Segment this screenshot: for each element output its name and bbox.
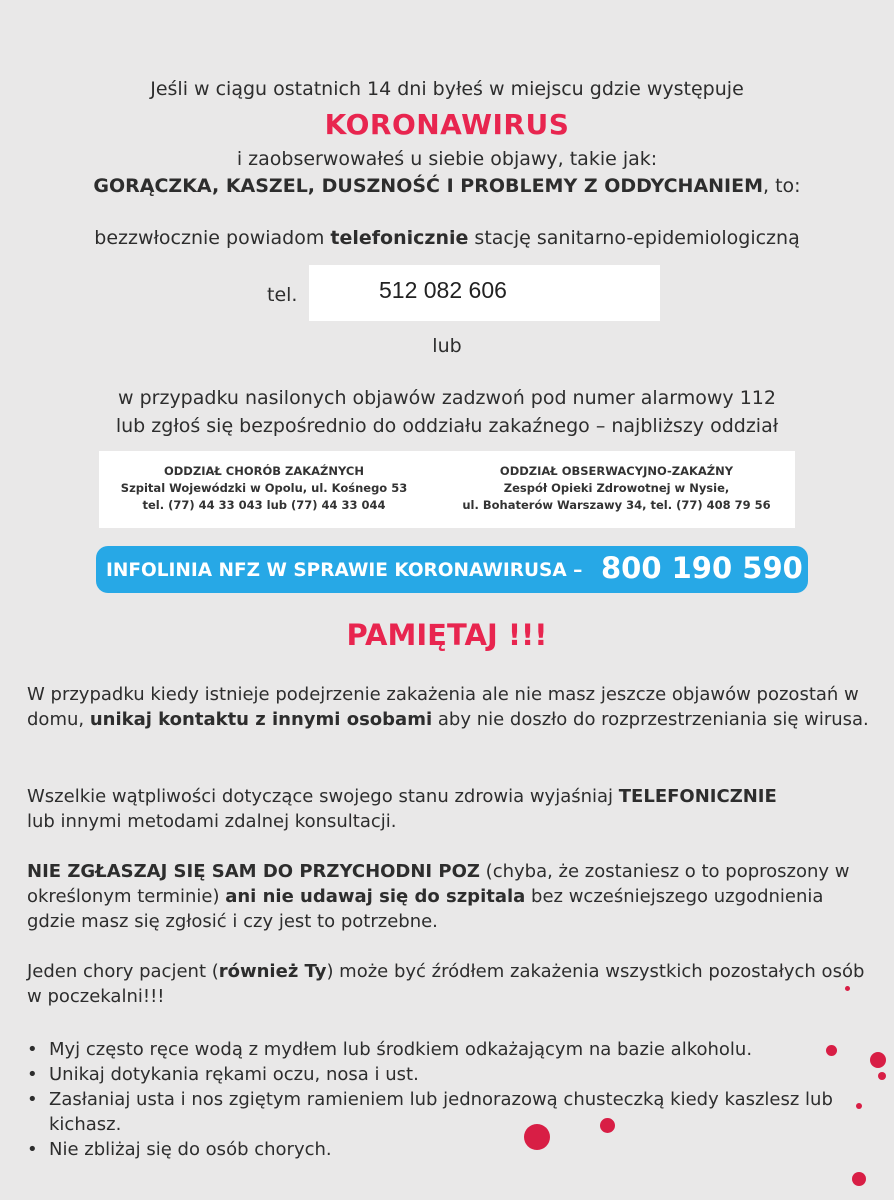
phone-box <box>309 265 660 321</box>
ward-name: ODDZIAŁ CHORÓB ZAKAŹNYCH <box>163 464 364 478</box>
paragraph-text: Jeden chory pacjent ( <box>27 961 219 982</box>
virus-title: KORONAWIRUS <box>324 108 570 141</box>
paragraph-emphasis: ani nie udawaj się do szpitala <box>225 886 526 907</box>
infoline-number[interactable]: 800 190 590 <box>601 551 803 585</box>
red-blot-icon <box>845 986 850 991</box>
paragraph-emphasis: TELEFONICZNIE <box>618 786 777 807</box>
ward-infectious <box>109 463 419 514</box>
ward-place: Szpital Wojewódzki w Opolu, ul. Kośnego 53 <box>120 481 408 495</box>
bullet-icon: • <box>27 1039 38 1060</box>
severe-line-2: lub zgłoś się bezpośrednio do oddziału zakaźnego – najbliższy oddział <box>115 415 779 437</box>
bullet-icon: • <box>27 1064 38 1085</box>
paragraph-phone-consult <box>27 784 877 834</box>
red-blot-icon <box>524 1124 550 1150</box>
red-blot-icon <box>870 1052 886 1068</box>
severe-line-1: w przypadku nasilonych objawów zadzwoń pod numer alarmowy 112 <box>118 387 776 409</box>
notify-after: stację sanitarno-epidemiologiczną <box>468 227 800 249</box>
bullet-icon: • <box>27 1089 38 1110</box>
wards-box <box>99 451 795 528</box>
paragraph-text: lub innymi metodami zdalnej konsultacji. <box>27 811 397 832</box>
notify-before: bezzwłocznie powiadom <box>94 227 331 249</box>
hygiene-list <box>27 1037 847 1162</box>
list-item <box>27 1087 847 1137</box>
paragraph-emphasis: unikaj kontaktu z innymi osobami <box>89 709 433 730</box>
observed-text: i zaobserwowałeś u siebie objawy, takie jak: <box>236 148 658 170</box>
list-item-text: Unikaj dotykania rękami oczu, nosa i ust. <box>49 1064 419 1085</box>
list-item-text: Nie zbliżaj się do osób chorych. <box>49 1139 332 1160</box>
paragraph-text: ) może być źródłem zakażenia wszystkich pozostałych osób w poczekalni!!! <box>27 961 865 1007</box>
list-item <box>27 1137 847 1162</box>
ward-place: Zespół Opieki Zdrowotnej w Nysie, <box>503 481 730 495</box>
list-item <box>27 1037 847 1062</box>
symptoms-list: GORĄCZKA, KASZEL, DUSZNOŚĆ I PROBLEMY Z ODDYCHANIEM <box>93 175 764 197</box>
ward-contact: tel. (77) 44 33 043 lub (77) 44 33 044 <box>142 498 386 512</box>
notify-bold: telefonicznie <box>330 227 469 249</box>
paragraph-text: aby nie doszło do rozprzestrzeniania się wirusa. <box>432 709 869 730</box>
infoline-banner <box>96 546 808 593</box>
paragraph-text: bez wcześniejszego uzgodnienia gdzie masz się zgłosić i czy jest to potrzebne. <box>27 886 824 932</box>
red-blot-icon <box>600 1118 615 1133</box>
symptoms-suffix: , to: <box>763 175 801 197</box>
paragraph-emphasis: NIE ZGŁASZAJ SIĘ SAM DO PRZYCHODNI POZ <box>27 861 480 882</box>
or-text: lub <box>432 335 462 357</box>
paragraph-text: (chyba, że zostaniesz o to poproszony w określonym terminie) <box>27 861 850 907</box>
paragraph-patient-source <box>27 959 877 1009</box>
phone-number[interactable]: 512 082 606 <box>379 277 507 303</box>
list-item-text: Zasłaniaj usta i nos zgiętym ramieniem lub jednorazową chusteczką kiedy kaszlesz lub kichasz. <box>49 1089 833 1135</box>
infoline-text: INFOLINIA NFZ W SPRAWIE KORONAWIRUSA – <box>106 560 583 581</box>
symptoms-line <box>0 175 894 197</box>
red-blot-icon <box>826 1045 837 1056</box>
red-blot-icon <box>878 1072 886 1080</box>
red-blot-icon <box>852 1172 866 1186</box>
ward-observation <box>449 463 784 514</box>
list-item <box>27 1062 847 1087</box>
notify-line <box>0 227 894 249</box>
paragraph-no-clinic <box>27 859 877 934</box>
red-blot-icon <box>856 1103 862 1109</box>
paragraph-text: W przypadku kiedy istnieje podejrzenie zakażenia ale nie masz jeszcze objawów pozostań w domu, <box>27 684 859 730</box>
intro-text: Jeśli w ciągu ostatnich 14 dni byłeś w miejscu gdzie występuje <box>150 78 744 100</box>
ward-name: ODDZIAŁ OBSERWACYJNO-ZAKAŹNY <box>499 464 734 478</box>
paragraph-emphasis: również Ty <box>218 961 327 982</box>
bullet-icon: • <box>27 1139 38 1160</box>
phone-label: tel. <box>267 284 298 306</box>
list-item-text: Myj często ręce wodą z mydłem lub środkiem odkażającym na bazie alkoholu. <box>49 1039 753 1060</box>
paragraph-text: Wszelkie wątpliwości dotyczące swojego stanu zdrowia wyjaśniaj <box>27 786 619 807</box>
remember-heading: PAMIĘTAJ !!! <box>346 618 548 652</box>
paragraph-isolation <box>27 682 877 732</box>
ward-contact: ul. Bohaterów Warszawy 34, tel. (77) 408 79 56 <box>462 498 771 512</box>
